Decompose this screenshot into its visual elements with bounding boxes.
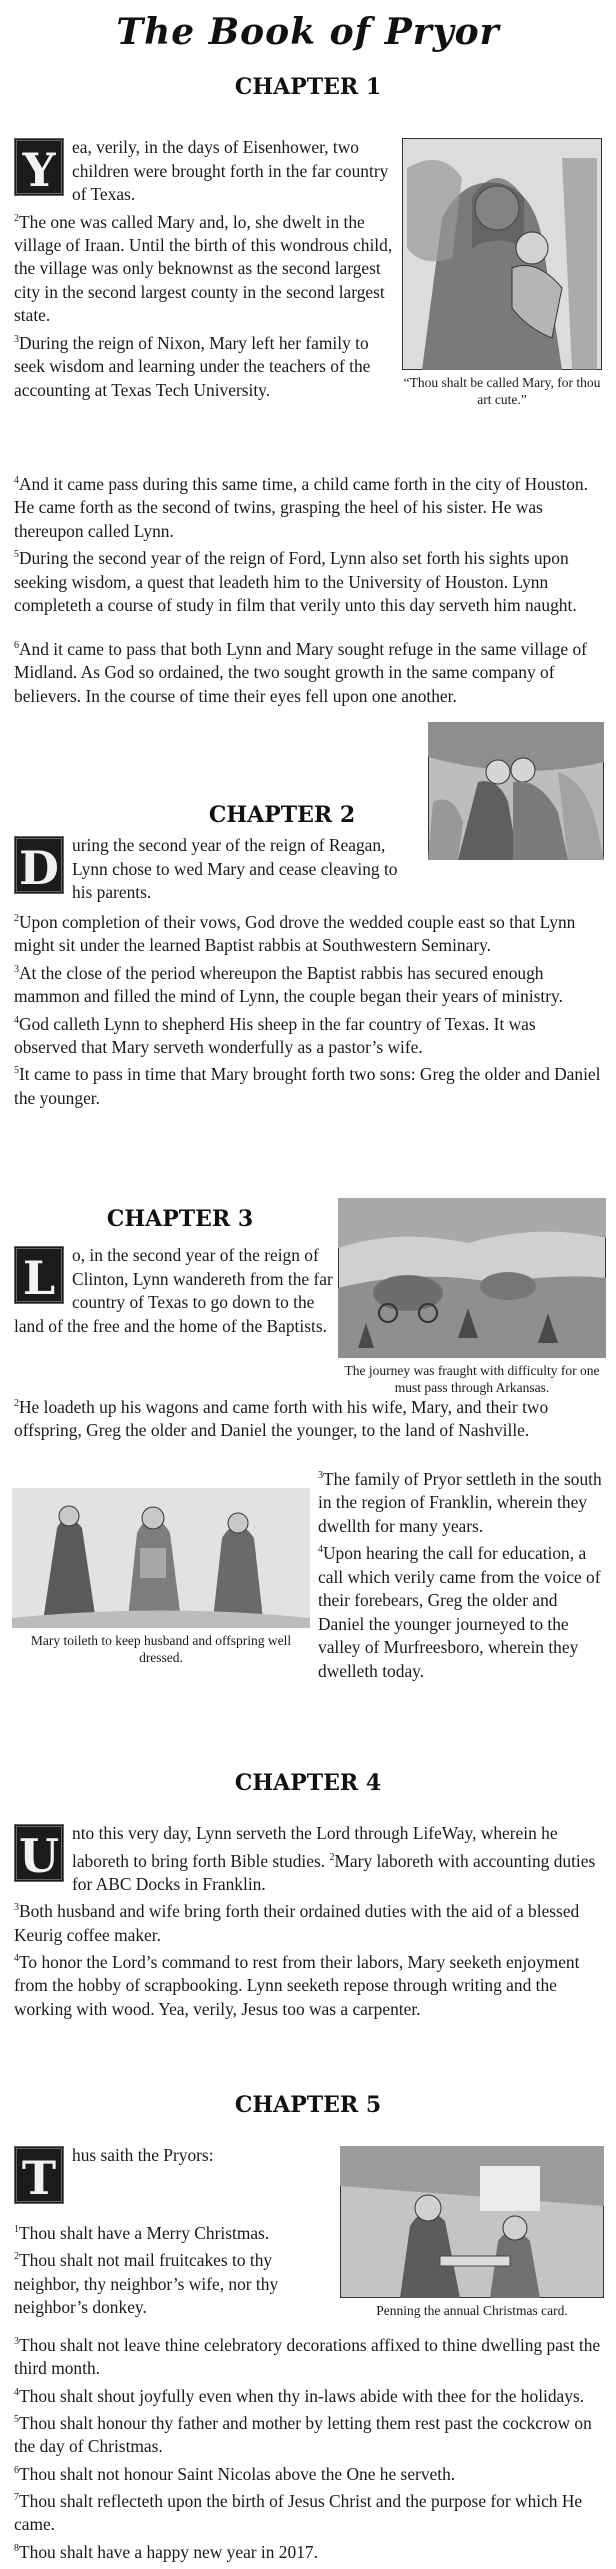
verse-text: During the reign of Nixon, Mary left her family to seek wisdom and learning under the teachers of the accounting at Texas Tech University. — [14, 332, 371, 400]
verse-number: 3 — [14, 333, 19, 345]
chapter-3-text-b — [14, 1392, 602, 1443]
verse-text: God calleth Lynn to shepherd His sheep in the far country of Texas. It was observed that Mary serveth wonderfully as a pastor’s wife. — [14, 1013, 536, 1057]
chapter-3-intro: o, in the second year of the reign of Clinton, Lynn wandereth from the far country of Texas to go down to the land of the free and the home of the Baptists. — [14, 1245, 333, 1336]
chapter-5-heading: CHAPTER 5 — [234, 2092, 382, 2118]
chapter-1-verse-1 — [14, 136, 398, 207]
chapter-2-verse-3 — [14, 958, 602, 1009]
chapter-5-verse-3 — [14, 2330, 602, 2381]
verse-number: 8 — [14, 2542, 19, 2554]
verse-number: 1 — [14, 2224, 19, 2235]
verse-number: 2 — [14, 913, 19, 924]
chapter-5-figure — [340, 2146, 604, 2319]
chapter-3-caption-top: The journey was fraught with difficulty for one must pass through Arkansas. — [344, 1363, 600, 1395]
verse-number: 2 — [14, 1398, 19, 1409]
verse-number: 2 — [329, 1851, 335, 1863]
verse-number: 2 — [14, 2251, 19, 2263]
chapter-2-heading: CHAPTER 2 — [208, 802, 356, 828]
verse-text: Thou shalt honour thy father and mother by letting them rest past the cockcrow on the day of Christmas. — [14, 2412, 592, 2457]
chapter-3-caption-left: Mary toileth to keep husband and offspring well dressed. — [30, 1633, 292, 1665]
chapter-3-verse-3 — [318, 1464, 604, 1538]
chapter-2-dropcap: D — [14, 836, 64, 894]
verse-number: 4 — [14, 1953, 19, 1965]
chapter-1-dropcap: Y — [14, 138, 64, 196]
chapter-2-verse-5 — [14, 1059, 602, 1110]
verse-text: Thou shalt reflecteth upon the birth of Jesus Christ and the purpose for which He came. — [14, 2490, 583, 2535]
verse-text: Mary laboreth with accounting duties for ABC Docks in Franklin. — [72, 1850, 596, 1894]
verse-number: 4 — [14, 2386, 19, 2398]
verse-number: 3 — [14, 963, 19, 975]
chapter-1-text-a — [14, 136, 398, 402]
verse-text: He loadeth up his wagons and came forth with his wife, Mary, and their two offspring, Greg the older and Daniel the younger, to the land of Nashville. — [14, 1396, 549, 1441]
mary-and-child-illustration — [402, 138, 602, 370]
verse-number: 2 — [14, 212, 19, 224]
chapter-3-verse-4 — [318, 1538, 604, 1683]
verse-number: 4 — [318, 1544, 323, 1556]
verse-number: 7 — [14, 2492, 19, 2504]
chapter-3-figure-top — [338, 1198, 606, 1396]
verse-text: It came to pass in time that Mary brought forth two sons: Greg the older and Daniel the younger. — [14, 1064, 601, 1108]
verse-text: Both husband and wife bring forth their ordained duties with the aid of a blessed Keurig coffee maker. — [14, 1901, 580, 1945]
chapter-1-verse-2 — [14, 207, 398, 328]
verse-text: To honor the Lord’s command to rest from their labors, Mary seeketh enjoyment from the hobby of scrapbooking. Lynn seeketh repose through writing and the working with wood. Yea, verily, Jesus too was a carpenter. — [14, 1951, 580, 2019]
verse-text: Thou shalt not honour Saint Nicolas above the One he serveth. — [19, 2463, 456, 2484]
chapter-1-verse-6 — [14, 634, 602, 708]
chapter-2-verse-1 — [14, 834, 416, 905]
verse-text: Thou shalt shout joyfully even when thy in-laws abide with thee for the holidays. — [19, 2385, 585, 2406]
chapter-4-intro: nto this very day, Lynn serveth the Lord through LifeWay, wherein he laboreth to bring forth Bible studies. — [72, 1823, 558, 1871]
verse-number: 4 — [14, 475, 19, 486]
chapter-2-text-a — [14, 834, 416, 905]
lovers-embrace-illustration — [428, 722, 604, 860]
verse-text: Thou shalt have a Merry Christmas. — [19, 2222, 270, 2243]
chapter-5-verse-1 — [14, 2218, 334, 2245]
scribe-writing-illustration — [340, 2146, 604, 2298]
verse-text: The one was called Mary and, lo, she dwelt in the village of Iraan. Until the birth of this wondrous child, the village was only beknownst as the second largest city in the second largest county in the second largest state. — [14, 211, 393, 326]
wagon-journey-illustration — [338, 1198, 606, 1358]
verse-number: 4 — [14, 1014, 19, 1026]
verse-text: And it came pass during this same time, a child came forth in the city of Houston. He came forth as the second of twins, grasping the heel of his sister. He was thereupon called Lynn. — [14, 473, 588, 541]
chapter-5-verse-8 — [14, 2537, 602, 2564]
verse-number: 3 — [14, 1902, 19, 1914]
verse-text: Upon completion of their vows, God drove the wedded couple east so that Lynn might sit under the learned Baptist rabbis at Southwestern Seminary. — [14, 911, 576, 956]
chapter-4-dropcap: U — [14, 1824, 64, 1882]
chapter-5-intro-line — [14, 2144, 334, 2218]
chapter-3-dropcap: L — [14, 1246, 64, 1304]
verse-text: Thou shalt not leave thine celebratory decorations affixed to thine dwelling past the third month. — [14, 2334, 601, 2379]
chapter-1-text-c — [14, 634, 602, 708]
chapter-3-heading: CHAPTER 3 — [106, 1206, 254, 1232]
book-title: The Book of Pryor — [116, 11, 500, 53]
verse-text: At the close of the period whereupon the Baptist rabbis has secured enough mammon and filled the mind of Lynn, the couple began their years of ministry. — [14, 962, 563, 1007]
verse-number: 5 — [14, 2414, 19, 2426]
chapter-5-verse-6 — [14, 2459, 602, 2486]
chapter-5-verse-7 — [14, 2486, 602, 2537]
verse-text: Upon hearing the call for education, a call which verily came from the voice of their forebears, Greg the older and Daniel the younger journeyed to the valley of Murfreesboro, wherein they dwelleth today. — [318, 1543, 601, 1681]
chapter-3-verse-1 — [14, 1244, 334, 1338]
verse-number: 6 — [14, 640, 19, 651]
chapter-5-intro: hus saith the Pryors: — [72, 2145, 214, 2165]
chapter-1-heading: CHAPTER 1 — [234, 74, 382, 100]
chapter-5-verse-2 — [14, 2245, 334, 2319]
chapter-1-verse-4 — [14, 469, 602, 543]
chapter-1-intro: ea, verily, in the days of Eisenhower, two children were brought forth in the far country of Texas. — [72, 137, 389, 204]
chapter-2-verse-2 — [14, 907, 602, 958]
verse-text: The family of Pryor settleth in the south in the region of Franklin, wherein they dwellth for many years. — [318, 1468, 602, 1536]
chapter-5-caption: Penning the annual Christmas card. — [376, 2303, 568, 2318]
verse-number: 3 — [14, 2336, 19, 2347]
verse-number: 6 — [14, 2464, 19, 2476]
verse-text: And it came to pass that both Lynn and Mary sought refuge in the same village of Midland. As God so ordained, the two sought growth in the same company of believers. In the course of time their eyes fell upon one another. — [14, 638, 587, 706]
chapter-4-verse-3 — [14, 1896, 602, 1947]
chapter-3-verse-2 — [14, 1392, 602, 1443]
chapter-4-verse-1 — [14, 1822, 602, 1896]
chapter-2-text-b — [14, 907, 602, 1110]
chapter-1-verse-5 — [14, 543, 602, 617]
verse-text: Thou shalt have a happy new year in 2017. — [19, 2541, 318, 2562]
chapter-2-intro: uring the second year of the reign of Reagan, Lynn chose to wed Mary and cease cleaving to his parents. — [72, 835, 398, 902]
chapter-5-text-b — [14, 2330, 602, 2564]
chapter-3-figure-left — [12, 1488, 310, 1666]
verse-number: 3 — [318, 1470, 323, 1481]
chapter-1-verse-3 — [14, 328, 398, 402]
chapter-3-text-c — [318, 1464, 604, 1683]
chapter-1-figure — [402, 138, 602, 408]
chapter-2-figure — [428, 722, 604, 860]
verse-number: 5 — [14, 1065, 19, 1077]
chapter-4-verse-4 — [14, 1947, 602, 2021]
chapter-3-text-a — [14, 1244, 334, 1338]
chapter-5-verse-5 — [14, 2408, 602, 2459]
chapter-1-caption: “Thou shalt be called Mary, for thou art cute.” — [403, 375, 601, 407]
chapter-5-dropcap: T — [14, 2146, 64, 2204]
chapter-4-text — [14, 1822, 602, 2021]
chapter-1-text-b — [14, 469, 602, 618]
chapter-2-verse-4 — [14, 1009, 602, 1060]
robed-figures-illustration — [12, 1488, 310, 1628]
chapter-5-verse-4 — [14, 2381, 602, 2408]
verse-text: Thou shalt not mail fruitcakes to thy neighbor, thy neighbor’s wife, nor thy neighbor’s donkey. — [14, 2250, 279, 2318]
verse-text: During the second year of the reign of Ford, Lynn also set forth his sights upon seeking wisdom, a quest that leadeth him to the University of Houston. Lynn completeth a course of study in film that verily unto this day serveth him naught. — [14, 548, 577, 616]
chapter-4-heading: CHAPTER 4 — [234, 1770, 382, 1796]
verse-number: 5 — [14, 549, 19, 561]
chapter-5-text-a — [14, 2144, 334, 2320]
